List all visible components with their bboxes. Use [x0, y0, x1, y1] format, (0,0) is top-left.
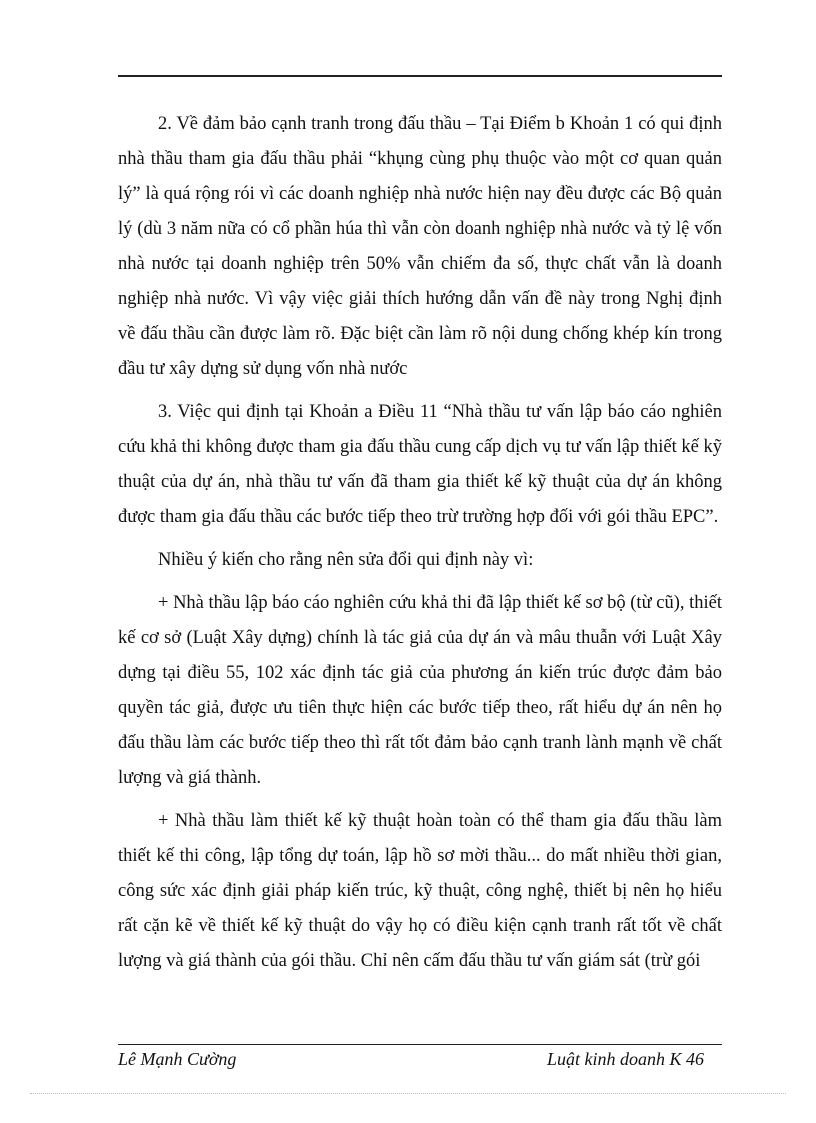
footer-course: Luật kinh doanh K 46	[546, 1049, 704, 1069]
paragraph-3-article-11: 3. Việc qui định tại Khoản a Điều 11 “Nhà thầu tư vấn lập báo cáo nghiên cứu khả thi không được tham gia đấu thầu cung cấp dịch vụ tư vấn lập thiết kế kỹ thuật của dự án, nhà thầu tư vấn đã tham gia thiết kế kỹ thuật của dự án không được tham gia đấu thầu các bước tiếp theo trừ trường hợp đối với gói thầu EPC”.	[118, 402, 722, 527]
paragraph-bullet-technical-design: + Nhà thầu làm thiết kế kỹ thuật hoàn toàn có thể tham gia đấu thầu làm thiết kế thi công, lập tổng dự toán, lập hồ sơ mời thầu... do mất nhiều thời gian, công sức xác định giải pháp kiến trúc, kỹ thuật, công nghệ, thiết bị nên họ hiểu rất cặn kẽ về thiết kế kỹ thuật do vậy họ có điều kiện cạnh tranh rất tốt về chất lượng và giá thành của gói thầu. Chỉ nên cấm đấu thầu tư vấn giám sát (trừ gói	[118, 811, 722, 971]
page-footer	[118, 1046, 704, 1072]
paragraph-2-competition: 2. Về đảm bảo cạnh tranh trong đấu thầu – Tại Điểm b Khoản 1 có qui định nhà thầu tham gia đấu thầu phải “khụng cùng phụ thuộc vào một cơ quan quản lý” là quá rộng rói vì các doanh nghiệp nhà nước hiện nay đều được các Bộ quản lý (dù 3 năm nữa có cổ phần húa thì vẫn còn doanh nghiệp nhà nước và tỷ lệ vốn nhà nước tại doanh nghiệp trên 50% vẫn chiếm đa số, thực chất vẫn là doanh nghiệp nhà nước. Vì vậy việc giải thích hướng dẫn vấn đề này trong Nghị định về đấu thầu cần được làm rõ. Đặc biệt cần làm rõ nội dung chống khép kín trong đầu tư xây dựng sử dụng vốn nhà nước	[118, 114, 722, 379]
document-body	[118, 107, 722, 979]
paragraph-opinions: Nhiều ý kiến cho rằng nên sửa đổi qui định này vì:	[158, 550, 534, 570]
paragraph-bullet-feasibility: + Nhà thầu lập báo cáo nghiên cứu khả thi đã lập thiết kế sơ bộ (từ cũ), thiết kế cơ sở (Luật Xây dựng) chính là tác giả của dự án và mâu thuẫn với Luật Xây dựng tại điều 55, 102 xác định tác giả của phương án kiến trúc được đảm bảo quyền tác giả, được ưu tiên thực hiện các bước tiếp theo, rất hiểu dự án nên họ đấu thầu làm các bước tiếp theo thì rất tốt đảm bảo cạnh tranh lành mạnh về chất lượng và giá thành.	[118, 593, 722, 788]
footer-rule	[118, 1044, 722, 1045]
header-rule	[118, 75, 722, 77]
footer-author: Lê Mạnh Cường	[118, 1049, 237, 1069]
page-edge-dotted-line	[30, 1093, 786, 1094]
